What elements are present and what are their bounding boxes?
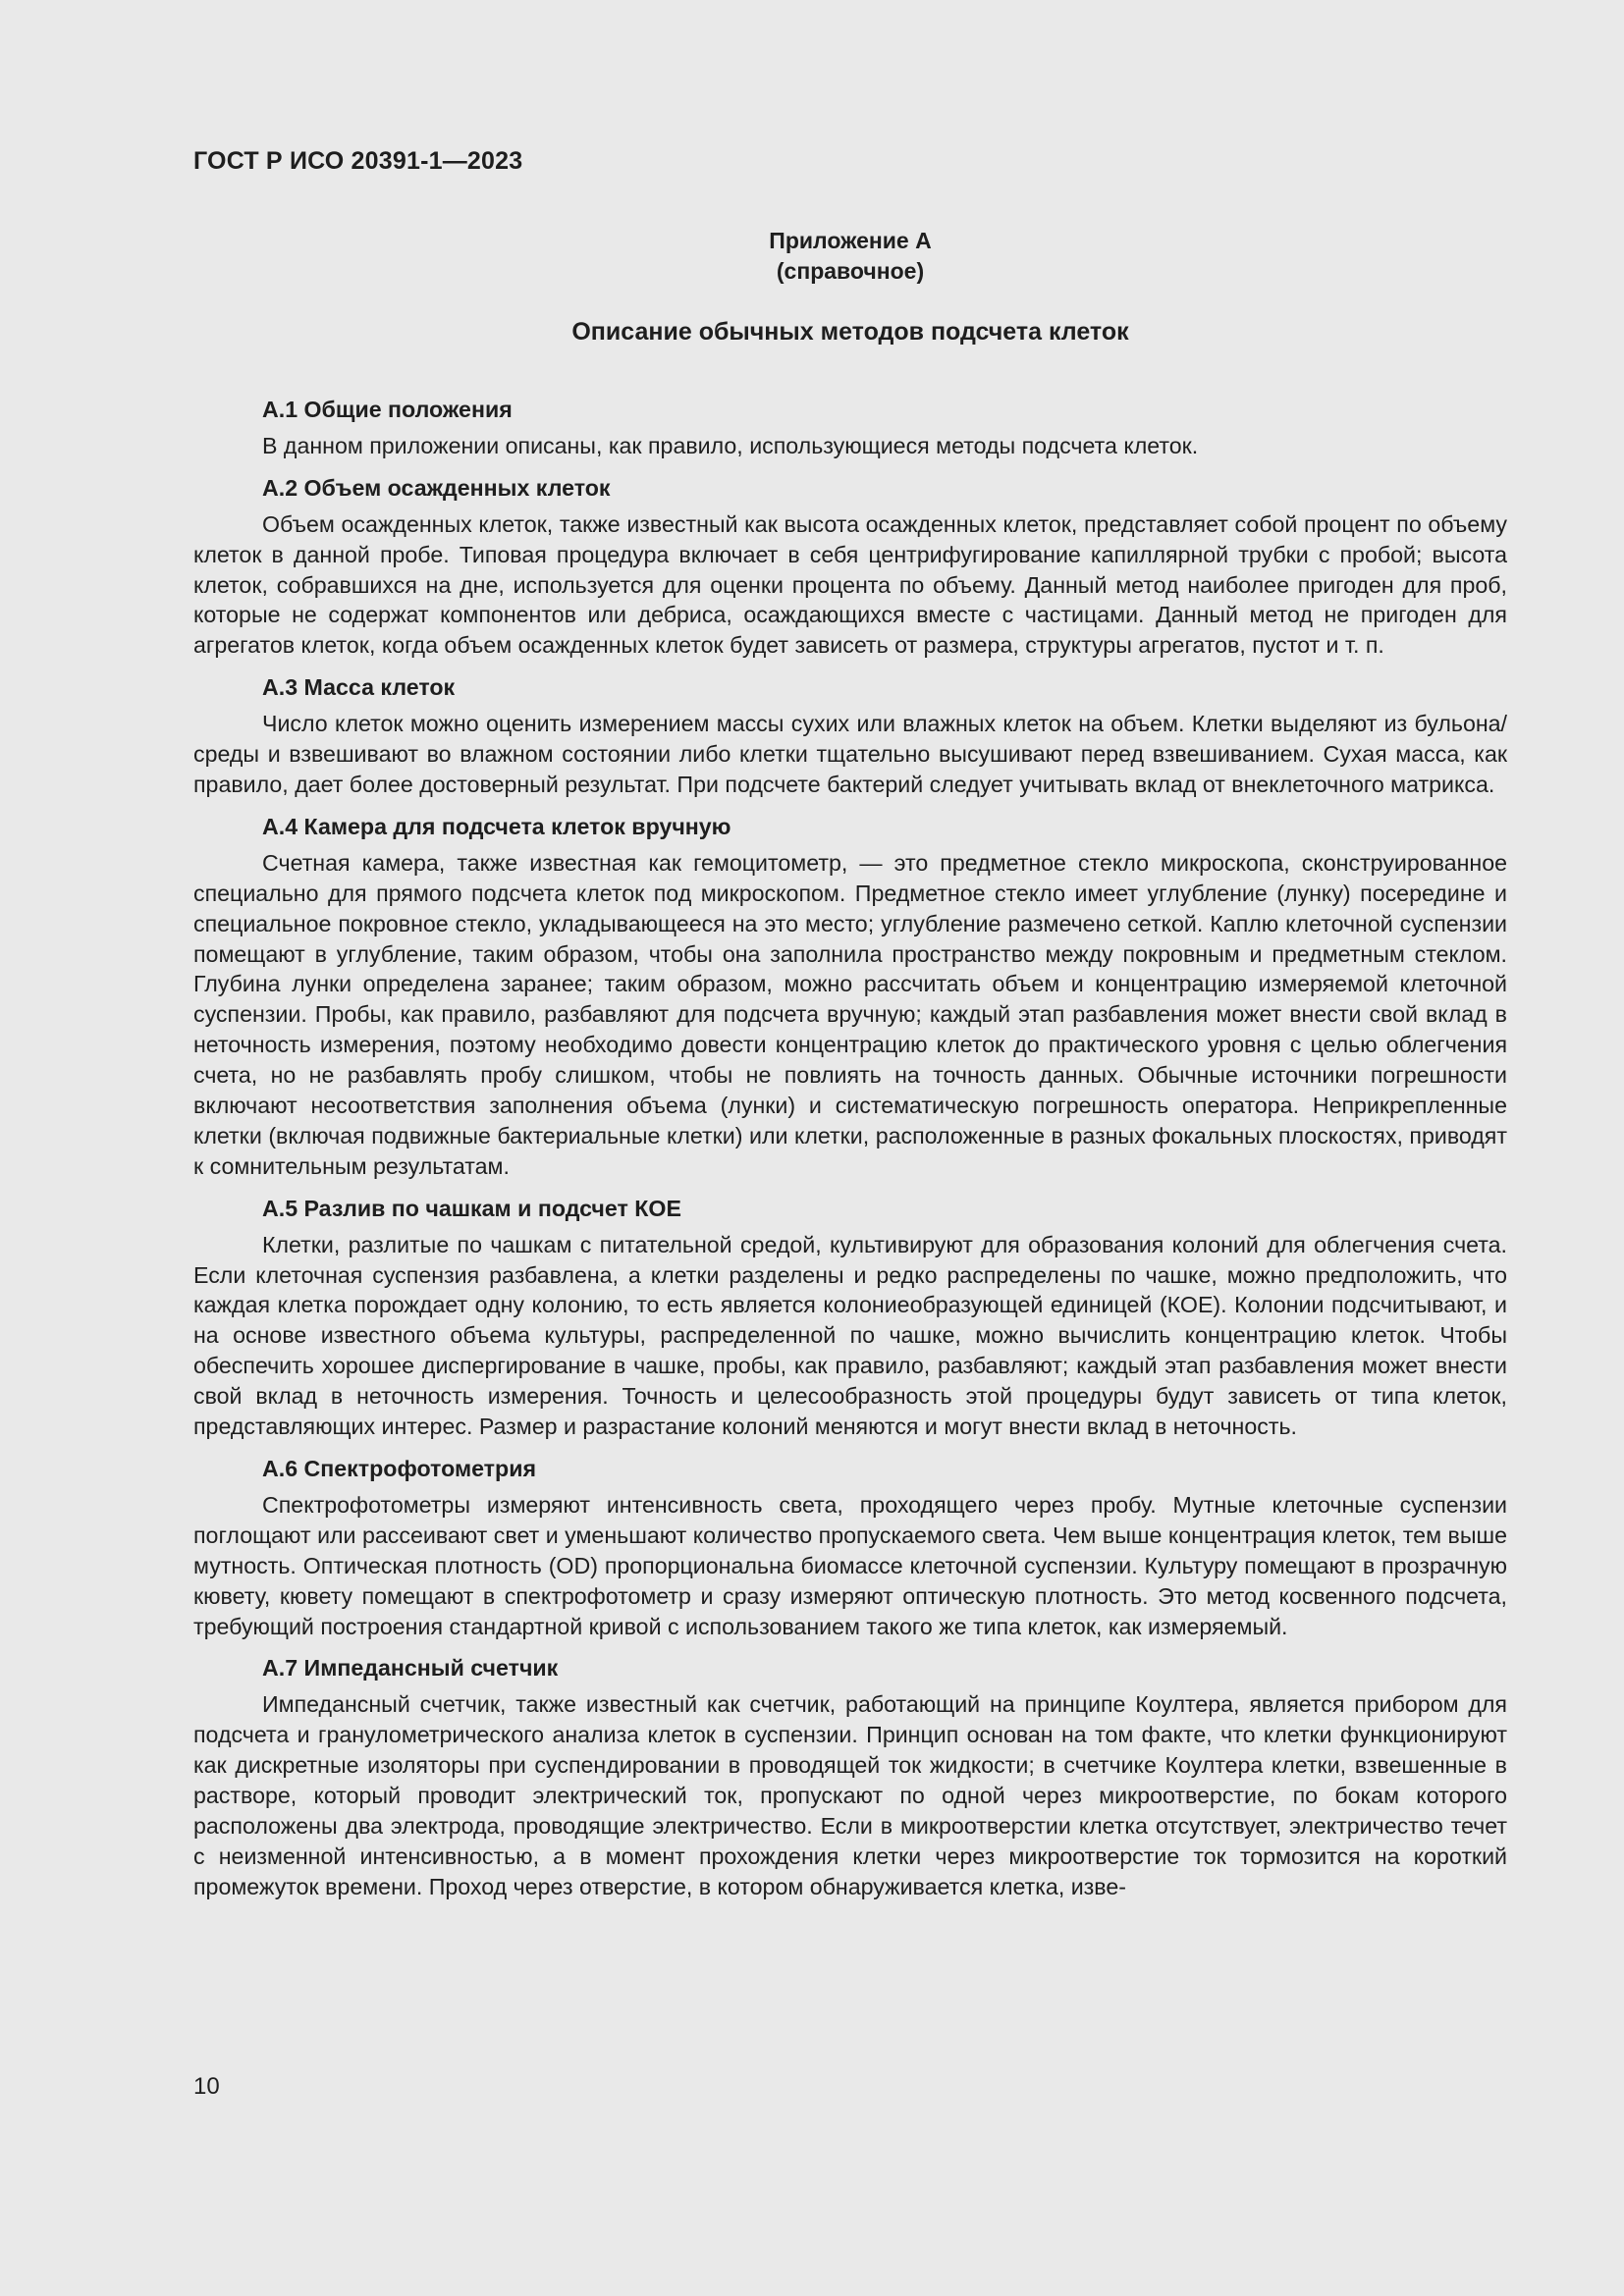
- document-code: ГОСТ Р ИСО 20391-1—2023: [193, 147, 523, 175]
- appendix-heading: [193, 226, 1507, 287]
- appendix-label: Приложение А: [769, 228, 932, 253]
- appendix-title: Описание обычных методов подсчета клеток: [571, 318, 1129, 346]
- section-a5: [193, 1194, 1507, 1442]
- section-heading: А.5 Разлив по чашкам и подсчет КОЕ: [262, 1195, 681, 1221]
- section-heading: А.6 Спектрофотометрия: [262, 1456, 536, 1481]
- page-number: 10: [193, 2073, 220, 2100]
- section-a1: [193, 395, 1507, 461]
- section-heading: А.2 Объем осажденных клеток: [262, 474, 611, 501]
- section-a3: [193, 672, 1507, 800]
- section-paragraph: Объем осажденных клеток, также известный как высота осажденных клеток, представляет собой процент по объему клеток в данной пробе. Типовая процедура включает в себя центрифугирование капиллярной трубки с пробой; высота клеток, собравшихся на дне, используется для оценки процента по объему. Данный метод наиболее пригоден для проб, которые не содержат компонентов или дебриса, осаждающихся вместе с частицами. Данный метод не пригоден для агрегатов клеток, когда объем осажденных клеток будет зависеть от размера, структуры агрегатов, пустот и т. п.: [193, 510, 1507, 659]
- section-a2: [193, 473, 1507, 661]
- section-a6: [193, 1454, 1507, 1641]
- section-paragraph: Счетная камера, также известная как гемоцитометр, — это предметное стекло микроскопа, сконструированное специально для прямого подсчета клеток под микроскопом. Предметное стекло имеет углубление (лунку) посередине и специальное покровное стекло, укладывающееся на это место; углубление размечено сеткой. Каплю клеточной суспензии помещают в углубление, таким образом, чтобы она заполнила пространство между покровным и предметным стеклом. Глубина лунки определена заранее; таким образом, можно рассчитать объем и концентрацию измеряемой клеточной суспензии. Пробы, как правило, разбавляют для подсчета вручную; каждый этап разбавления может внести свой вклад в неточность измерения, поэтому необходимо довести концентрацию клеток до практического уровня с целью облегчения счета, но не разбавлять пробу слишком, чтобы не повлиять на точность данных. Обычные источники погрешности включают несоответствия заполнения объема (лунки) и систематическую погрешность оператора. Неприкрепленные клетки (включая подвижные бактериальные клетки) или клетки, расположенные в разных фокальных плоскостях, приводят к сомнительным результатам.: [193, 849, 1507, 1179]
- section-paragraph: В данном приложении описаны, как правило, использующиеся методы подсчета клеток.: [262, 432, 1199, 458]
- section-paragraph: Импедансный счетчик, также известный как счетчик, работающий на принципе Коултера, является прибором для подсчета и гранулометрического анализа клеток в суспензии. Принцип основан на том факте, что клетки функционируют как дискретные изоляторы при суспендировании в проводящей ток жидкости; в счетчике Коултера клетки, взвешенные в растворе, который проводит электрический ток, пропускают по одной через микроотверстие, по бокам которого расположены два электрода, проводящие электричество. Если в микроотверстии клетка отсутствует, электричество течет с неизменной интенсивностью, а в момент прохождения клетки через микроотверстие ток тормозится на короткий промежуток времени. Проход через отверстие, в котором обнаруживается клетка, изве-: [193, 1691, 1507, 1899]
- section-paragraph: Число клеток можно оценить измерением массы сухих или влажных клеток на объем. Клетки выделяют из бульона/среды и взвешивают во влажном состоянии либо клетки тщательно высушивают перед взвешиванием. Сухая масса, как правило, дает более достоверный результат. При подсчете бактерий следует учитывать вклад от внеклеточного матрикса.: [193, 711, 1507, 797]
- section-paragraph: Спектрофотометры измеряют интенсивность света, проходящего через пробу. Мутные клеточные суспензии поглощают или рассеивают свет и уменьшают количество пропускаемого света. Чем выше концентрация клеток, тем выше мутность. Оптическая плотность (OD) пропорциональна биомассе клеточной суспензии. Культуру помещают в прозрачную кювету, кювету помещают в спектрофотометр и сразу измеряют оптическую плотность. Это метод косвенного подсчета, требующий построения стандартной кривой с использованием такого же типа клеток, как измеряемый.: [193, 1491, 1507, 1639]
- section-heading: А.3 Масса клеток: [262, 674, 456, 701]
- section-a7: [193, 1653, 1507, 1901]
- section-heading: А.4 Камера для подсчета клеток вручную: [262, 813, 731, 839]
- section-heading: А.1 Общие положения: [262, 397, 513, 422]
- section-a4: [193, 812, 1507, 1182]
- section-heading: А.7 Импедансный счетчик: [262, 1655, 559, 1682]
- section-paragraph: Клетки, разлитые по чашкам с питательной средой, культивируют для образования колоний для облегчения счета. Если клеточная суспензия разбавлена, а клетки разделены и редко распределены по чашке, можно предположить, что каждая клетка порождает одну колонию, то есть является колониеобразующей единицей (КОЕ). Колонии подсчитывают, и на основе известного объема культуры, распределенной по чашке, можно вычислить концентрацию клеток. Чтобы обеспечить хорошее диспергирование в чашке, пробы, как правило, разбавляют; каждый этап разбавления может внести свой вклад в неточность измерения. Точность и целесообразность этой процедуры будут зависеть от типа клеток, представляющих интерес. Размер и разрастание колоний меняются и могут внести вклад в неточность.: [193, 1231, 1507, 1440]
- document-body: [193, 395, 1507, 1914]
- appendix-type: (справочное): [776, 258, 925, 284]
